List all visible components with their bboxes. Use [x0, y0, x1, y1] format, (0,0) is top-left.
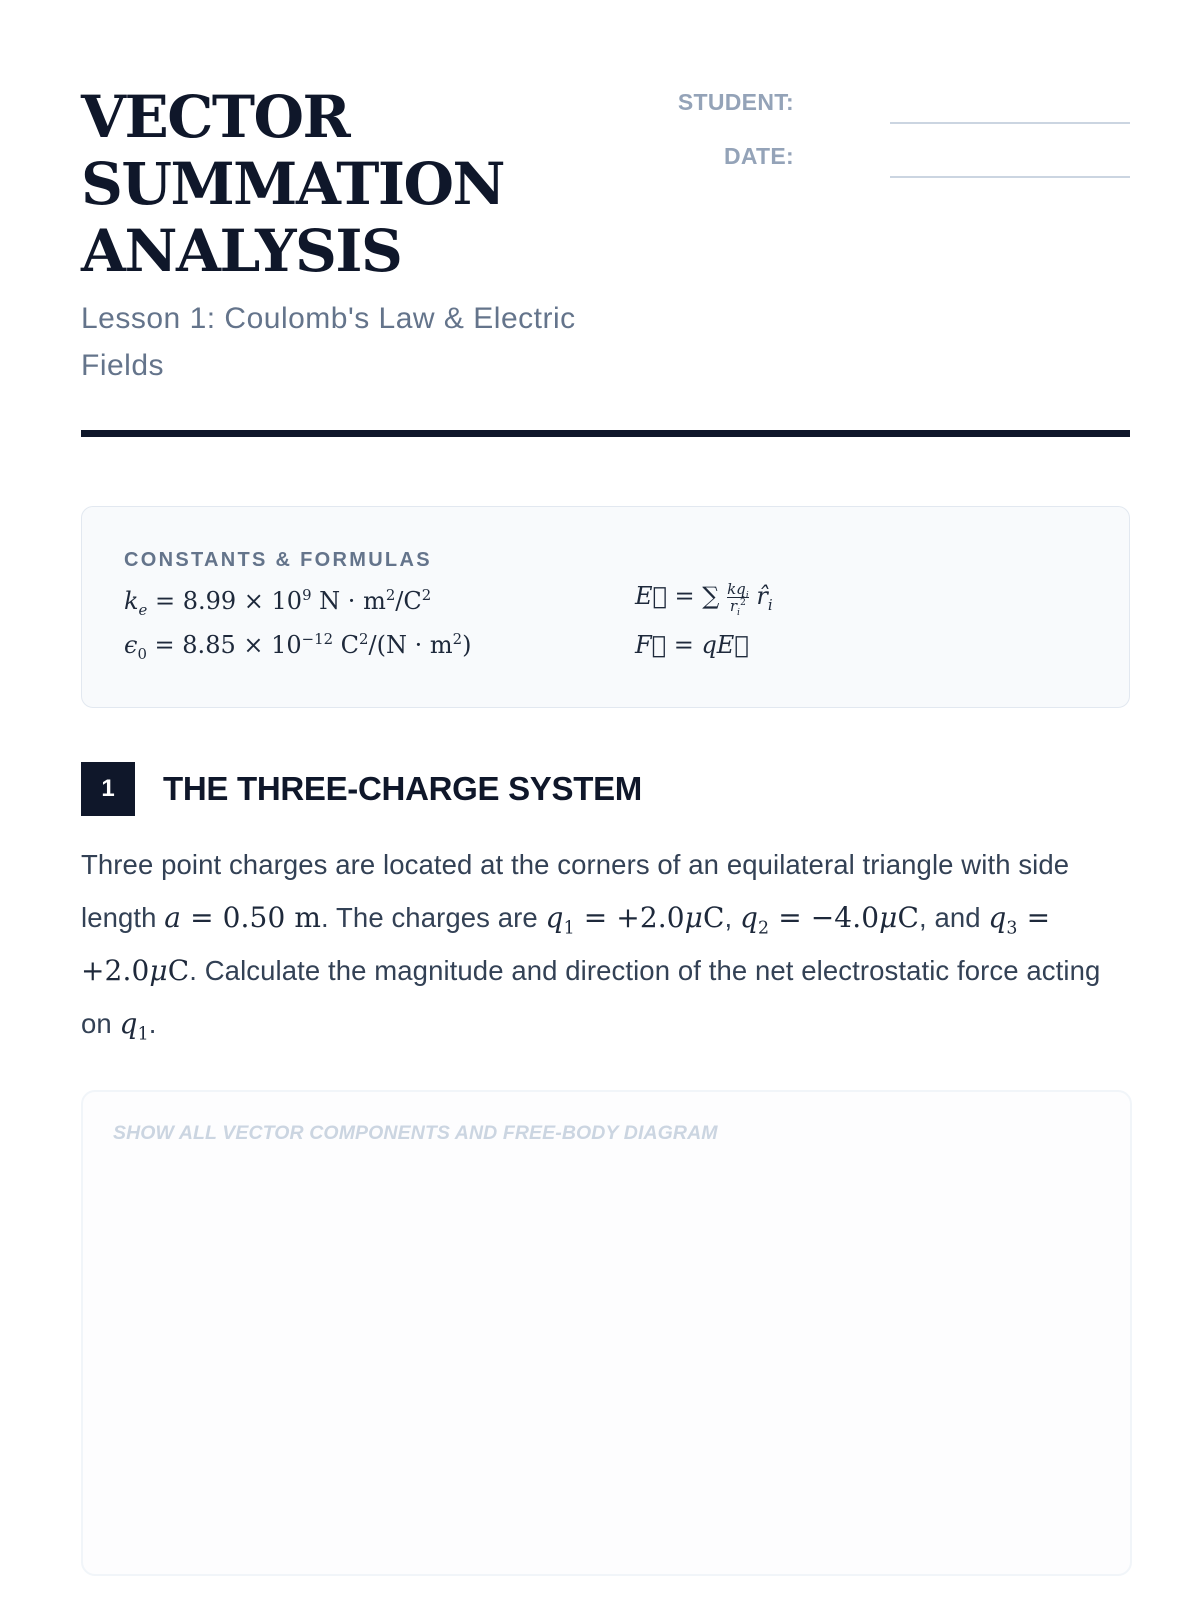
force-formula: F⃗ = qE⃗: [635, 631, 749, 659]
section-number-badge: 1: [81, 762, 135, 816]
coulomb-constant-formula: $k_e = 8.99 \times 10^9$ $N \cdot m^2/C^2$: [124, 586, 432, 619]
date-label: DATE:: [723, 143, 794, 169]
work-area-hint: SHOW ALL VECTOR COMPONENTS AND FREE-BODY DIAGRAM: [113, 1122, 718, 1144]
title-line: SUMMATION: [81, 150, 505, 218]
date-field[interactable]: [641, 138, 1130, 178]
constants-formulas-box: [81, 506, 1130, 708]
lesson-subtitle: Lesson 1: Coulomb's Law & Electric Fields: [81, 302, 576, 382]
formulas-heading: CONSTANTS & FORMULAS: [124, 549, 432, 571]
answer-work-area[interactable]: [81, 1090, 1132, 1576]
date-line[interactable]: [890, 176, 1130, 178]
student-field[interactable]: [641, 84, 1130, 124]
worksheet-header: [81, 0, 1130, 440]
student-name-line[interactable]: [890, 122, 1130, 124]
problem-statement: Three point charges are located at the corners of an equilateral triangle with side length a = 0.50 m. The charges are $q_1 = +2.0\mu C$, $q_2 = -4.0\mu C$, and $q_3 = +2.0\mu C$. Calculate the magnitude and direction of the net electrostatic force acting on $q_1$.: [81, 849, 1101, 1045]
worksheet-title: [81, 84, 641, 285]
header-divider: [81, 430, 1130, 437]
permittivity-formula: $\epsilon_0 = 8.85 \times 10^{-12}$ $C^2/(N \cdot m^2)$: [124, 630, 472, 663]
title-line: VECTOR: [81, 83, 350, 151]
title-line: ANALYSIS: [81, 217, 402, 285]
worksheet-page: [81, 0, 1130, 1144]
electric-field-formula: E⃗ = ∑ $kq_i$ $r_i^2$ $r̂_i$: [635, 580, 773, 618]
section-title: THE THREE-CHARGE SYSTEM: [163, 770, 642, 807]
student-label: STUDENT:: [677, 89, 794, 115]
